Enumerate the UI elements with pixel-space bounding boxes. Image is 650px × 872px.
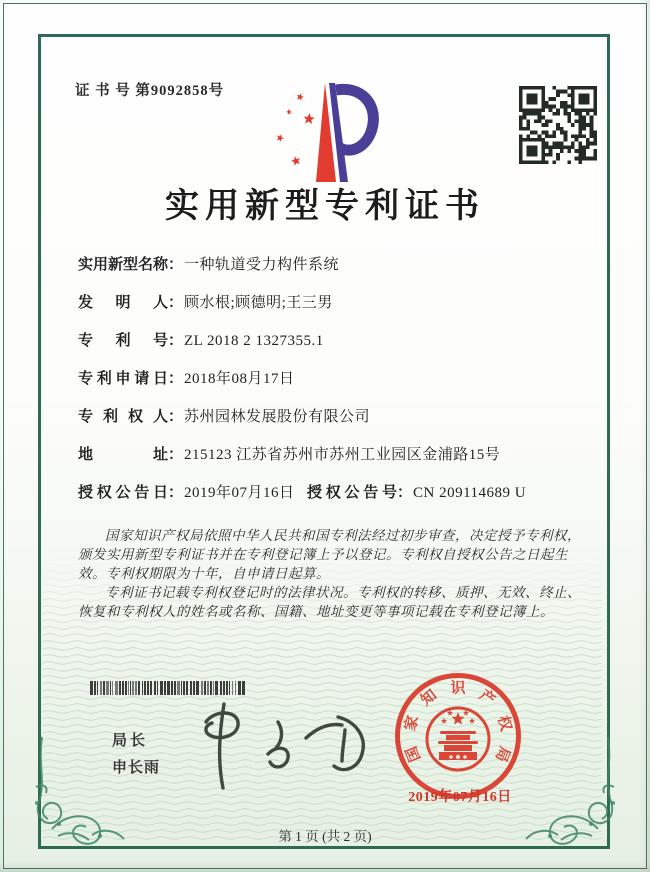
field-value: 苏州园林发展股份有限公司 — [184, 409, 371, 425]
svg-text:权: 权 — [494, 714, 514, 733]
field-colon: ： — [168, 409, 184, 425]
field-value: 一种轨道受力构件系统 — [184, 257, 340, 273]
field-row-grant-announcement — [78, 481, 598, 519]
field-row-patent-number — [78, 329, 598, 367]
field-label: 授权公告号 — [307, 485, 397, 501]
legal-paragraph-1: 国家知识产权局依照中华人民共和国专利法经过初步审查，决定授予专利权，颁发实用新型专利证书并在专利登记簿上予以登记。专利权自授权公告之日起生效。专利权期限为十年，自申请日起算。 — [78, 528, 581, 581]
field-label: 地址 — [78, 447, 168, 463]
field-grant-date — [78, 485, 295, 501]
director-signature — [190, 696, 385, 796]
official-seal — [394, 672, 522, 800]
field-value: 215123 江苏省苏州市苏州工业园区金浦路15号 — [184, 447, 501, 463]
certificate-fields — [78, 253, 598, 519]
svg-text:局: 局 — [491, 743, 513, 764]
field-label: 专利申请日 — [78, 371, 168, 387]
certificate-number: 证 书 号 第9092858号 — [75, 83, 225, 99]
field-label: 专利权人 — [78, 409, 168, 425]
field-row-patentee — [78, 405, 598, 443]
barcode — [90, 681, 250, 695]
field-colon: ： — [168, 447, 184, 463]
field-colon: ： — [168, 371, 184, 387]
field-value: 2018年08月17日 — [184, 371, 295, 387]
field-value: CN 209114689 U — [413, 485, 527, 501]
svg-text:产: 产 — [475, 687, 498, 710]
field-label: 发明人 — [78, 295, 168, 311]
logo-stars-icon — [277, 93, 315, 166]
field-value: ZL 2018 2 1327355.1 — [184, 333, 324, 349]
field-row-inventors — [78, 291, 598, 329]
legal-text — [78, 526, 594, 621]
svg-text:识: 识 — [450, 680, 466, 697]
cnipa-logo-icon — [262, 78, 380, 188]
director-title: 局长 — [112, 732, 149, 749]
field-colon: ： — [168, 485, 184, 501]
director-name: 申长雨 — [112, 759, 161, 776]
svg-text:知: 知 — [418, 687, 441, 710]
field-grant-number — [307, 481, 526, 502]
field-colon: ： — [397, 485, 413, 501]
qr-code — [519, 86, 597, 164]
page-number: 第 1 页 (共 2 页) — [278, 829, 372, 844]
national-emblem-icon — [427, 708, 489, 770]
field-row-filing-date — [78, 367, 598, 405]
field-row-utility-model-name — [78, 253, 598, 291]
field-value: 顾水根;顾德明;王三男 — [184, 295, 333, 311]
field-label: 实用新型名称 — [78, 257, 169, 273]
svg-text:国: 国 — [403, 743, 425, 764]
field-value: 2019年07月16日 — [184, 485, 295, 501]
svg-text:家: 家 — [402, 714, 422, 733]
field-label: 专利号 — [78, 333, 168, 349]
field-colon: ： — [168, 257, 184, 273]
field-colon: ： — [168, 333, 184, 349]
field-label: 授权公告日 — [78, 485, 168, 501]
legal-paragraph-2: 专利证书记载专利权登记时的法律状况。专利权的转移、质押、无效、终止、恢复和专利权人的姓名或名称、国籍、地址变更等事项记载在专利登记簿上。 — [78, 585, 581, 619]
field-row-address — [78, 443, 598, 481]
seal-date: 2019年07月16日 — [408, 790, 512, 805]
certificate-title: 实用新型专利证书 — [165, 188, 485, 225]
field-colon: ： — [168, 295, 184, 311]
